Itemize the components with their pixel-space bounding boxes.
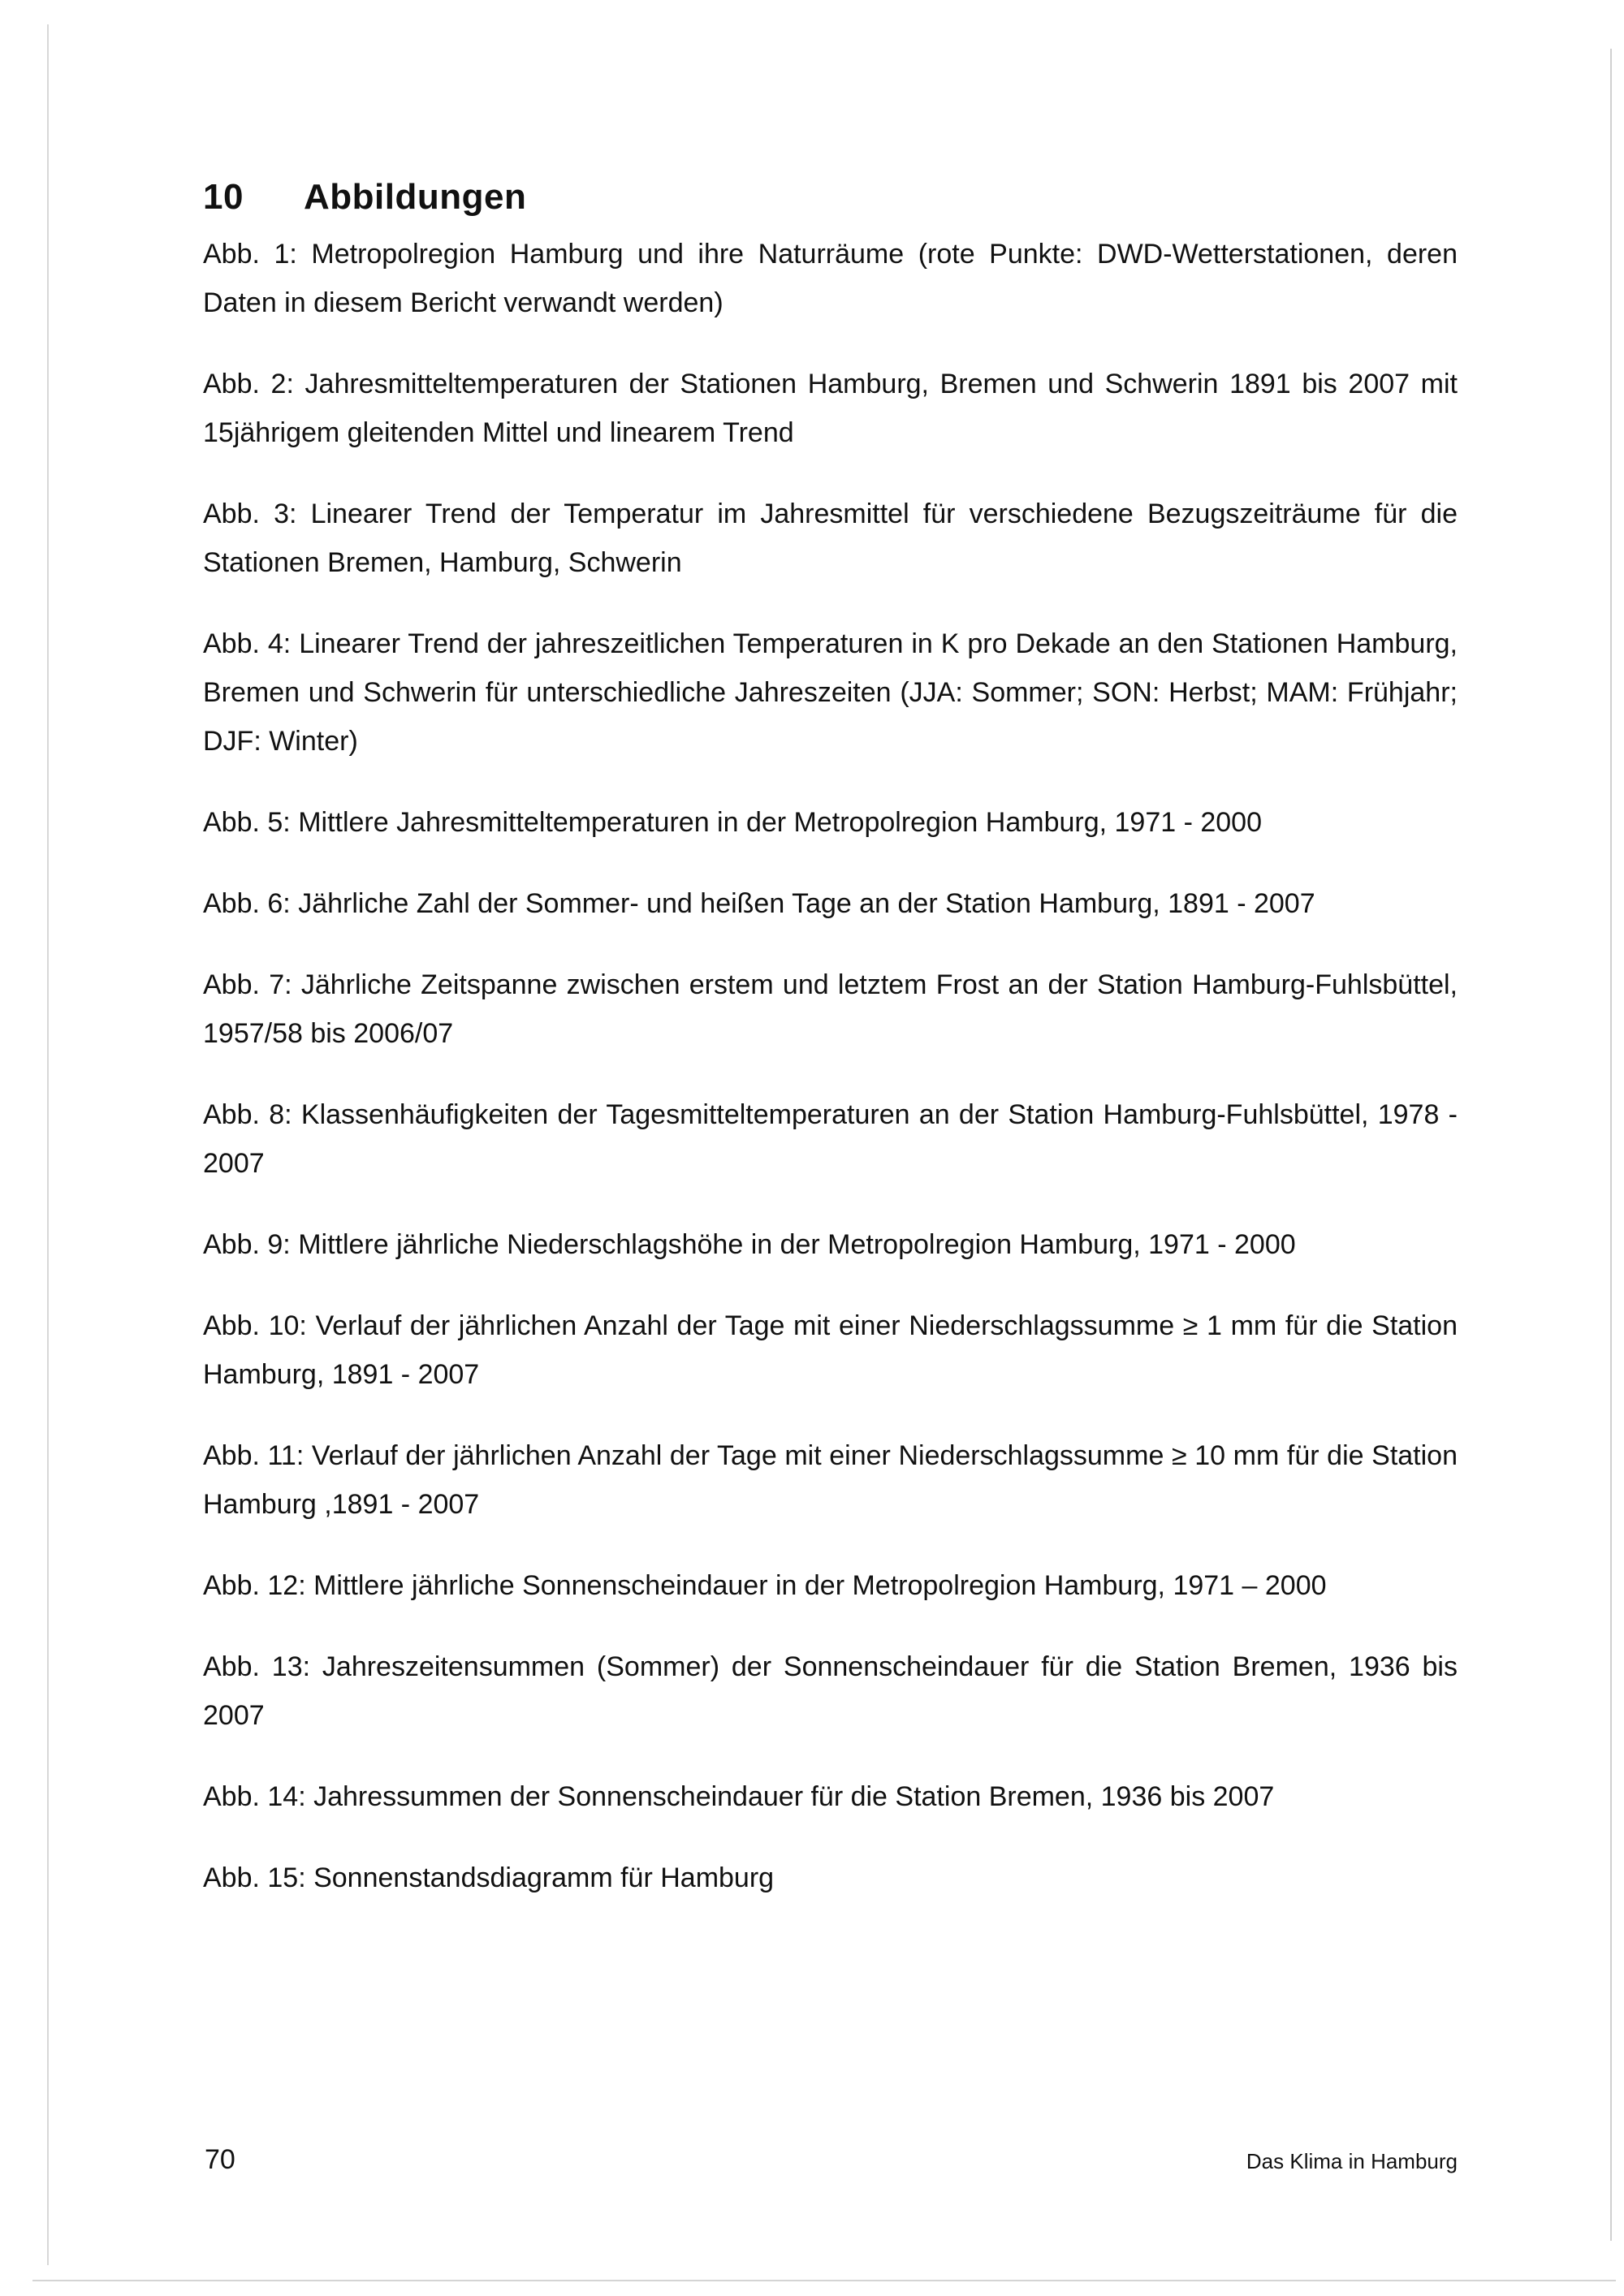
- figure-caption: Abb. 3: Linearer Trend der Temperatur im Jahresmittel für verschiedene Bezugszeiträume für die Stationen Bremen, Hamburg, Schwerin: [203, 498, 1458, 578]
- figure-list: [203, 230, 1458, 1902]
- figure-caption: Abb. 2: Jahresmitteltemperaturen der Stationen Hamburg, Bremen und Schwerin 1891 bis 2007 mit 15jährigem gleitenden Mittel und linearem Trend: [203, 369, 1458, 448]
- section-heading: [203, 175, 1458, 220]
- figure-caption: Abb. 13: Jahreszeitensummen (Sommer) der Sonnenscheindauer für die Station Bremen, 1936 bis 2007: [203, 1651, 1458, 1731]
- running-footer-title: Das Klima in Hamburg: [1246, 2149, 1458, 2173]
- figure-caption: Abb. 15: Sonnenstandsdiagramm für Hamburg: [203, 1862, 775, 1893]
- figure-caption: Abb. 9: Mittlere jährliche Niederschlagshöhe in der Metropolregion Hamburg, 1971 - 2000: [203, 1229, 1296, 1260]
- scan-edge-left: [47, 24, 49, 2265]
- scan-edge-right: [1610, 49, 1612, 2241]
- figure-caption: Abb. 7: Jährliche Zeitspanne zwischen erstem und letztem Frost an der Station Hamburg-Fuhlsbüttel, 1957/58 bis 2006/07: [203, 969, 1458, 1049]
- section-title: Abbildungen: [304, 177, 527, 217]
- figure-caption: Abb. 14: Jahressummen der Sonnenscheindauer für die Station Bremen, 1936 bis 2007: [203, 1781, 1275, 1812]
- figure-caption: Abb. 5: Mittlere Jahresmitteltemperaturen in der Metropolregion Hamburg, 1971 - 2000: [203, 807, 1263, 838]
- figure-caption: Abb. 6: Jährliche Zahl der Sommer- und heißen Tage an der Station Hamburg, 1891 - 2007: [203, 888, 1315, 919]
- figure-caption: Abb. 10: Verlauf der jährlichen Anzahl der Tage mit einer Niederschlagssumme ≥ 1 mm für die Station Hamburg, 1891 - 2007: [203, 1310, 1458, 1390]
- figure-caption: Abb. 11: Verlauf der jährlichen Anzahl der Tage mit einer Niederschlagssumme ≥ 10 mm für die Station Hamburg ,1891 - 2007: [203, 1440, 1458, 1520]
- section-number: 10: [203, 177, 244, 217]
- figure-caption: Abb. 8: Klassenhäufigkeiten der Tagesmitteltemperaturen an der Station Hamburg-Fuhlsbüttel, 1978 - 2007: [203, 1099, 1458, 1179]
- page-number: 70: [205, 2144, 235, 2175]
- page-content: [203, 175, 1458, 1935]
- figure-caption: Abb. 4: Linearer Trend der jahreszeitlichen Temperaturen in K pro Dekade an den Stationen Hamburg, Bremen und Schwerin für unterschiedliche Jahreszeiten (JJA: Sommer; SON: Herbst; MAM: Frühjahr; DJF: Winter): [203, 628, 1458, 757]
- figure-caption: Abb. 12: Mittlere jährliche Sonnenscheindauer in der Metropolregion Hamburg, 1971 – 2000: [203, 1570, 1327, 1601]
- scan-edge-bottom: [32, 2280, 1616, 2281]
- figure-caption: Abb. 1: Metropolregion Hamburg und ihre Naturräume (rote Punkte: DWD-Wetterstationen, deren Daten in diesem Bericht verwandt werden): [203, 239, 1458, 318]
